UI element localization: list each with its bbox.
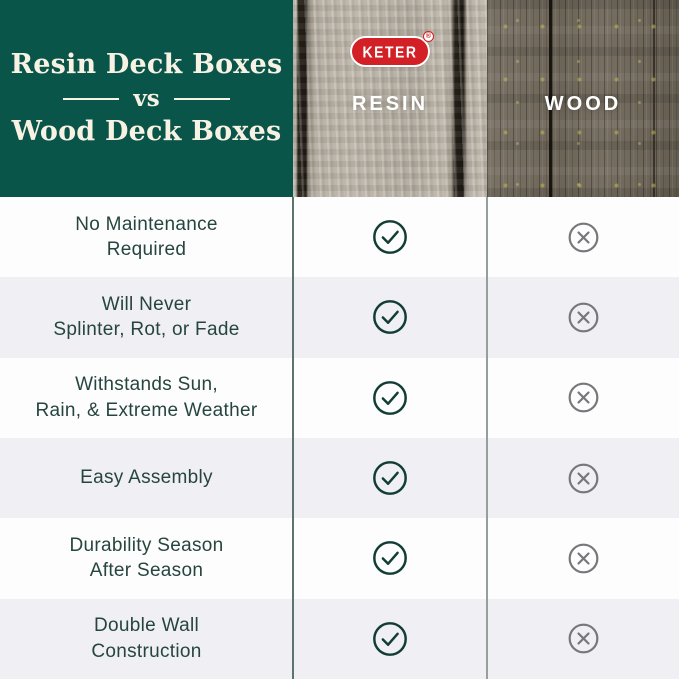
check-circle-icon [371,459,409,497]
check-circle-icon [371,539,409,577]
check-circle-icon [371,298,409,336]
wood-column-label: WOOD [544,93,622,115]
resin-cell [293,218,487,256]
header-band [0,0,679,197]
wood-cell [487,220,679,255]
table-row [0,518,679,598]
resin-cell [293,539,487,577]
vs-left-rule [63,98,119,100]
resin-cell [293,620,487,658]
title-line-1: Resin Deck Boxes [10,49,283,81]
resin-wood-divider [486,197,488,679]
feature-label: No Maintenance Required [75,213,218,261]
resin-cell [293,379,487,417]
wood-cell [487,621,679,656]
vs-right-rule [174,98,230,100]
cross-circle-icon [566,220,601,255]
table-row [0,197,679,277]
cross-circle-icon [566,300,601,335]
keter-brand-text: KETER [362,42,418,61]
cross-circle-icon [566,621,601,656]
cross-circle-icon [566,541,601,576]
table-row [0,438,679,518]
feature-label: Withstands Sun, Rain, & Extreme Weather [35,374,258,421]
vs-row [63,87,229,110]
feature-label: Durability Season After Season [69,534,224,582]
resin-column-label: RESIN [351,93,429,115]
vs-label: vs [133,85,160,112]
feature-label: Double Wall Construction [91,615,202,662]
check-circle-icon [371,620,409,658]
resin-cell [293,459,487,497]
wood-cell [487,380,679,415]
table-row [0,277,679,357]
feature-label: Easy Assembly [80,467,213,489]
keter-logo [350,33,432,67]
cross-circle-icon [566,380,601,415]
resin-column-header [293,0,487,197]
table-row [0,358,679,438]
wood-cell [487,461,679,496]
label-resin-divider [292,197,294,679]
title-box [0,0,293,197]
wood-column-header [487,0,679,197]
wood-cell [487,541,679,576]
comparison-table [0,197,679,679]
table-row [0,599,679,679]
cross-circle-icon [566,461,601,496]
feature-label: Will Never Splinter, Rot, or Fade [53,293,240,341]
check-circle-icon [371,379,409,417]
check-circle-icon [371,218,409,256]
registered-trademark-icon: ® [423,31,434,42]
resin-cell [293,298,487,336]
wood-cell [487,300,679,335]
title-line-2: Wood Deck Boxes [11,116,282,147]
